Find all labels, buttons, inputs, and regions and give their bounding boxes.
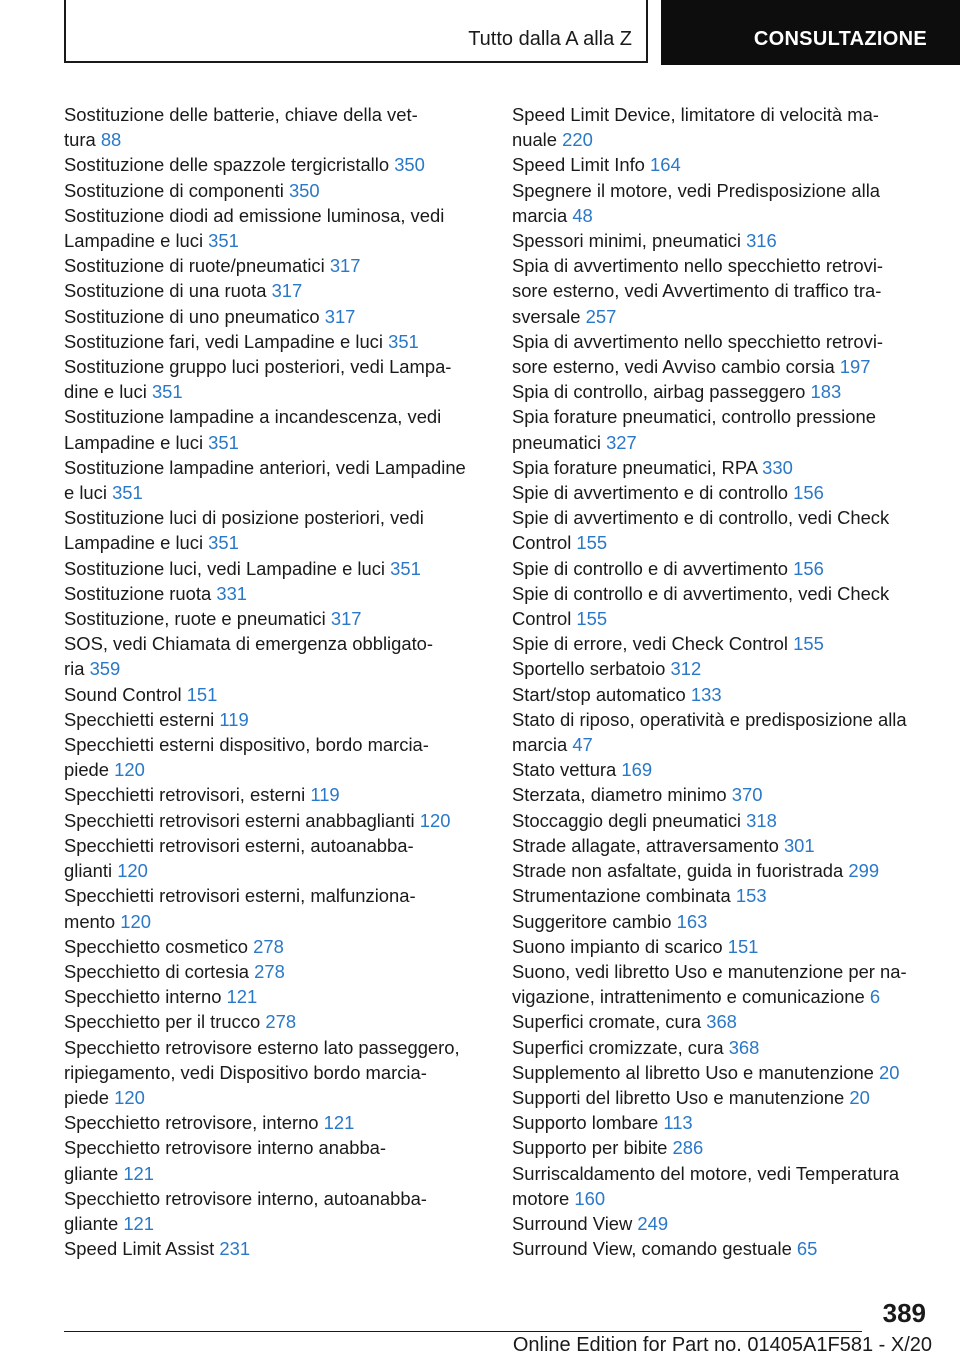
index-entry-text: Specchietti retrovisori, esterni 119 <box>64 784 340 806</box>
index-entry-text: Sostituzione di componenti 350 <box>64 179 320 201</box>
index-entry-text: Specchietto retrovisore esterno lato passeggero, <box>64 1036 460 1058</box>
page-reference-link[interactable]: 119 <box>310 784 340 806</box>
page-reference-link[interactable]: 155 <box>576 608 608 630</box>
page-reference-link[interactable]: 231 <box>219 1238 251 1260</box>
index-entry <box>512 505 932 555</box>
page-reference-link[interactable]: 351 <box>112 482 143 504</box>
page-reference-link[interactable]: 156 <box>793 557 824 579</box>
index-entry-text: Stoccaggio degli pneumatici 318 <box>512 809 777 831</box>
page-reference-link[interactable]: 350 <box>394 154 425 176</box>
index-entry <box>64 581 484 606</box>
page-reference-link[interactable]: 47 <box>572 734 593 756</box>
index-entry-text: Sostituzione gruppo luci posteriori, vedi Lampa- <box>64 356 452 378</box>
index-entry <box>512 152 932 177</box>
index-entry-text: piede 120 <box>64 1086 145 1108</box>
page-reference-link[interactable]: 88 <box>100 129 122 151</box>
page-reference-link[interactable]: 120 <box>114 1086 145 1108</box>
page-number: 389 <box>882 1298 926 1328</box>
index-entry <box>512 1035 932 1060</box>
page-reference-link[interactable]: 113 <box>663 1112 693 1134</box>
page-reference-link[interactable]: 257 <box>585 305 617 327</box>
page-reference-link[interactable]: 351 <box>151 381 183 403</box>
index-entry <box>512 757 932 782</box>
index-entry-text: dine e luci 351 <box>64 381 183 403</box>
page-reference-link[interactable]: 133 <box>690 683 722 705</box>
index-entry <box>512 782 932 807</box>
index-entry-text: Supporto per bibite 286 <box>512 1137 704 1159</box>
index-entry <box>512 1161 932 1211</box>
index-entry-text: Specchietti retrovisori esterni anabbaglianti 120 <box>64 809 451 831</box>
index-entry-text: piede 120 <box>64 759 145 781</box>
page-reference-link[interactable]: 183 <box>810 381 842 403</box>
index-entry-text: Sostituzione diodi ad emissione luminosa, vedi <box>64 204 445 226</box>
index-entry <box>512 253 932 329</box>
index-entry-text: Spie di controllo e di avvertimento 156 <box>512 557 824 579</box>
index-entry-text: Specchietto retrovisore interno, autoanabba- <box>64 1187 427 1209</box>
index-entry <box>64 203 484 253</box>
page-reference-link[interactable]: 120 <box>114 759 145 781</box>
page-reference-link[interactable]: 120 <box>419 809 451 831</box>
index-entry-text: Sostituzione di una ruota 317 <box>64 280 303 302</box>
section-title: Tutto dalla A alla Z <box>468 28 632 50</box>
index-entry-text: Specchietto per il trucco 278 <box>64 1011 297 1033</box>
page-reference-link[interactable]: 163 <box>676 910 708 932</box>
page-reference-link[interactable]: 153 <box>735 885 767 907</box>
page-reference-link[interactable]: 155 <box>576 532 608 554</box>
index-entry <box>64 354 484 404</box>
index-entry-text: Spessori minimi, pneumatici 316 <box>512 230 777 252</box>
index-entry <box>512 682 932 707</box>
index-entry <box>512 858 932 883</box>
index-entry-text: Strade non asfaltate, guida in fuoristrada 299 <box>512 860 880 882</box>
index-entry-text: Spia forature pneumatici, RPA 330 <box>512 456 793 478</box>
index-entry-text: Specchietti retrovisori esterni, malfunziona- <box>64 885 416 907</box>
index-entry-text: Sportello serbatoio 312 <box>512 658 702 680</box>
index-entry <box>64 329 484 354</box>
index-entry <box>64 152 484 177</box>
index-entry <box>512 404 932 454</box>
index-entry-text: Surround View, comando gestuale 65 <box>512 1238 818 1260</box>
index-entry-text: Control 155 <box>512 532 608 554</box>
index-entry <box>64 455 484 505</box>
index-entry-text: Suono, vedi libretto Uso e manutenzione per na- <box>512 960 907 982</box>
index-entry-text: Specchietto retrovisore, interno 121 <box>64 1112 355 1134</box>
page-reference-link[interactable]: 155 <box>793 633 824 655</box>
page-reference-link[interactable]: 65 <box>796 1238 818 1260</box>
index-entry-text: sversale 257 <box>512 305 617 327</box>
page-reference-link[interactable]: 368 <box>728 1036 760 1058</box>
index-entry <box>512 1236 932 1261</box>
index-entry-text: sore esterno, vedi Avvertimento di traffico tra- <box>512 280 882 302</box>
index-entry <box>64 833 484 883</box>
index-entry <box>512 833 932 858</box>
index-entry-text: Sostituzione luci di posizione posteriori, vedi <box>64 507 424 529</box>
index-entry-text: Control 155 <box>512 608 608 630</box>
page-reference-link[interactable]: 6 <box>869 986 881 1008</box>
index-entry <box>512 909 932 934</box>
page-reference-link[interactable]: 330 <box>762 456 793 478</box>
index-entry <box>512 178 932 228</box>
index-entry-text: ria 359 <box>64 658 121 680</box>
index-entry <box>512 480 932 505</box>
index-entry <box>64 782 484 807</box>
index-entry-text: marcia 47 <box>512 734 593 756</box>
index-entry <box>512 707 932 757</box>
index-column-left <box>64 102 484 1261</box>
index-entry <box>512 581 932 631</box>
index-entry-text: Surriscaldamento del motore, vedi Temperatura <box>512 1162 900 1184</box>
page-reference-link[interactable]: 301 <box>783 834 815 856</box>
page-reference-link[interactable]: 160 <box>574 1187 606 1209</box>
index-entry <box>64 404 484 454</box>
index-entry-text: Sostituzione fari, vedi Lampadine e luci 351 <box>64 330 419 352</box>
page-reference-link[interactable]: 278 <box>254 960 285 982</box>
index-entry-text: sore esterno, vedi Avviso cambio corsia 197 <box>512 356 871 378</box>
index-entry-text: Speed Limit Assist 231 <box>64 1238 251 1260</box>
index-entry <box>512 934 932 959</box>
index-entry-text: Specchietto retrovisore interno anabba- <box>64 1137 387 1159</box>
index-entry <box>64 984 484 1009</box>
page-reference-link[interactable]: 368 <box>706 1011 737 1033</box>
index-entry <box>64 883 484 933</box>
index-entry-text: Spie di errore, vedi Check Control 155 <box>512 633 824 655</box>
page-reference-link[interactable]: 299 <box>848 860 880 882</box>
page-reference-link[interactable]: 121 <box>226 986 258 1008</box>
index-entry <box>64 278 484 303</box>
index-entry-text: Specchietto interno 121 <box>64 986 258 1008</box>
page-reference-link[interactable]: 121 <box>123 1212 155 1234</box>
page-reference-link[interactable]: 278 <box>253 935 284 957</box>
index-entry <box>512 883 932 908</box>
page-reference-link[interactable]: 164 <box>650 154 681 176</box>
footer-edition: Online Edition for Part no. 01405A1F581 - X/20 <box>512 1334 932 1356</box>
index-entry-text: Speed Limit Device, limitatore di velocità ma- <box>512 104 879 125</box>
index-entry-text: Sostituzione lampadine anteriori, vedi Lampadine <box>64 456 466 478</box>
index-entry-text: Specchietti esterni 119 <box>64 708 249 730</box>
page-reference-link[interactable]: 278 <box>265 1011 297 1033</box>
index-entry <box>64 934 484 959</box>
index-entry <box>64 102 484 152</box>
index-entry-text: Superfici cromate, cura 368 <box>512 1011 737 1033</box>
index-entry-text: e luci 351 <box>64 482 143 504</box>
index-entry <box>512 1110 932 1135</box>
index-entry <box>64 1135 484 1185</box>
index-entry <box>512 1060 932 1085</box>
page-reference-link[interactable]: 156 <box>793 482 824 504</box>
page-reference-link[interactable]: 351 <box>208 431 239 453</box>
page-reference-link[interactable]: 121 <box>323 1112 355 1134</box>
index-entry-text: pneumatici 327 <box>512 431 637 453</box>
index-entry-text: Sterzata, diametro minimo 370 <box>512 784 763 806</box>
index-entry <box>512 329 932 379</box>
index-entry-text: Supporto lombare 113 <box>512 1112 693 1134</box>
page-reference-link[interactable]: 20 <box>849 1086 870 1108</box>
index-entry-text: Sostituzione luci, vedi Lampadine e luci 351 <box>64 557 421 579</box>
index-entry-text: Sostituzione delle spazzole tergicristallo 350 <box>64 154 425 176</box>
index-entry-text: Spie di avvertimento e di controllo 156 <box>512 482 824 504</box>
index-entry-text: Speed Limit Info 164 <box>512 154 681 176</box>
index-entry <box>64 1009 484 1034</box>
page-reference-link[interactable]: 351 <box>208 230 239 252</box>
page-reference-link[interactable]: 20 <box>879 1061 900 1083</box>
index-entry-text: Spia di avvertimento nello specchietto retrovi- <box>512 255 884 277</box>
index-entry-text: Sostituzione di uno pneumatico 317 <box>64 305 356 327</box>
page-reference-link[interactable]: 351 <box>208 532 239 554</box>
page-reference-link[interactable]: 119 <box>219 708 249 730</box>
index-entry-text: Sostituzione di ruote/pneumatici 317 <box>64 255 361 277</box>
index-entry-text: Spia di controllo, airbag passeggero 183 <box>512 381 842 403</box>
index-entry <box>512 808 932 833</box>
section-tab <box>64 0 648 63</box>
index-entry-text: marcia 48 <box>512 204 593 226</box>
page-reference-link[interactable]: 286 <box>672 1137 704 1159</box>
index-entry-text: Specchietti esterni dispositivo, bordo marcia- <box>64 734 429 756</box>
index-entry-text: Sostituzione delle batterie, chiave della vet- <box>64 104 418 125</box>
index-entry-text: Suggeritore cambio 163 <box>512 910 708 932</box>
index-entry <box>512 1211 932 1236</box>
index-entry-text: Strumentazione combinata 153 <box>512 885 767 907</box>
index-entry <box>64 808 484 833</box>
page-reference-link[interactable]: 317 <box>324 305 356 327</box>
index-entry-text: gliante 121 <box>64 1162 155 1184</box>
index-entry-text: vigazione, intrattenimento e comunicazione 6 <box>512 986 881 1008</box>
index-entry <box>64 1186 484 1236</box>
index-entry <box>512 631 932 656</box>
footer-divider <box>64 1331 862 1332</box>
index-entry <box>512 228 932 253</box>
index-entry <box>512 455 932 480</box>
index-entry <box>64 606 484 631</box>
page-reference-link[interactable]: 351 <box>390 557 421 579</box>
page-reference-link[interactable]: 327 <box>606 431 637 453</box>
index-entry-text: Spia forature pneumatici, controllo pressione <box>512 406 876 428</box>
index-entry-text: mento 120 <box>64 910 151 932</box>
index-entry <box>64 556 484 581</box>
chapter-title: CONSULTAZIONE <box>753 28 927 50</box>
index-entry-text: Sostituzione ruota 331 <box>64 582 248 604</box>
page-reference-link[interactable]: 317 <box>329 255 361 277</box>
page-reference-link[interactable]: 169 <box>621 759 653 781</box>
page-reference-link[interactable]: 317 <box>271 280 303 302</box>
index-entry <box>64 1236 484 1261</box>
index-entry-text: Lampadine e luci 351 <box>64 532 239 554</box>
page-reference-link[interactable]: 312 <box>670 658 702 680</box>
page-reference-link[interactable]: 220 <box>562 129 593 151</box>
index-entry-text: Spegnere il motore, vedi Predisposizione alla <box>512 179 881 201</box>
index-entry <box>512 102 932 152</box>
index-entry-text: SOS, vedi Chiamata di emergenza obbligato- <box>64 633 434 655</box>
index-entry <box>64 732 484 782</box>
index-column-right <box>512 102 932 1261</box>
page-reference-link[interactable]: 121 <box>123 1162 155 1184</box>
index-entry-text: gliante 121 <box>64 1212 155 1234</box>
index-entry-text: Superfici cromizzate, cura 368 <box>512 1036 760 1058</box>
page-reference-link[interactable]: 359 <box>89 658 121 680</box>
index-entry <box>512 656 932 681</box>
index-entry-text: Surround View 249 <box>512 1212 669 1234</box>
page-reference-link[interactable]: 249 <box>637 1212 669 1234</box>
index-entry-text: motore 160 <box>512 1187 606 1209</box>
index-entry-text: Strade allagate, attraversamento 301 <box>512 834 815 856</box>
index-entry-text: Spia di avvertimento nello specchietto retrovi- <box>512 330 884 352</box>
index-entry-text: Sostituzione, ruote e pneumatici 317 <box>64 608 362 630</box>
index-entry-text: Lampadine e luci 351 <box>64 431 239 453</box>
page-reference-link[interactable]: 151 <box>186 683 218 705</box>
page-reference-link[interactable]: 350 <box>288 179 320 201</box>
page-reference-link[interactable]: 318 <box>746 809 777 831</box>
page-reference-link[interactable]: 197 <box>839 356 871 378</box>
index-entry-text: Lampadine e luci 351 <box>64 230 239 252</box>
index-entry-text: Stato vettura 169 <box>512 759 653 781</box>
index-entry <box>64 253 484 278</box>
index-entry-text: glianti 120 <box>64 860 148 882</box>
page-reference-link[interactable]: 48 <box>572 204 593 226</box>
index-entry <box>64 959 484 984</box>
index-entry <box>64 505 484 555</box>
index-entry-text: Specchietti retrovisori esterni, autoanabba- <box>64 834 414 856</box>
page-header <box>64 0 960 65</box>
page-reference-link[interactable]: 317 <box>330 608 362 630</box>
index-entry-text: Suono impianto di scarico 151 <box>512 935 759 957</box>
index-entry <box>512 959 932 1009</box>
index-entry-text: Start/stop automatico 133 <box>512 683 722 705</box>
chapter-tab <box>661 0 960 65</box>
page-reference-link[interactable]: 151 <box>727 935 759 957</box>
page-reference-link[interactable]: 370 <box>731 784 763 806</box>
index-entry <box>512 1135 932 1160</box>
index-entry <box>512 556 932 581</box>
page-reference-link[interactable]: 331 <box>216 582 248 604</box>
index-entry-text: Supplemento al libretto Uso e manutenzione 20 <box>512 1061 900 1083</box>
index-entry <box>512 1085 932 1110</box>
index-entry <box>64 682 484 707</box>
index-entry-text: nuale 220 <box>512 129 593 151</box>
index-entry <box>64 178 484 203</box>
index-entry-text: Specchietto cosmetico 278 <box>64 935 284 957</box>
index-entry <box>64 304 484 329</box>
page-reference-link[interactable]: 120 <box>120 910 151 932</box>
index-entry <box>64 707 484 732</box>
index-entry-text: Spie di avvertimento e di controllo, vedi Check <box>512 507 890 529</box>
index-entry <box>512 1009 932 1034</box>
index-entry-text: ripiegamento, vedi Dispositivo bordo marcia- <box>64 1061 427 1083</box>
index-entry <box>64 1110 484 1135</box>
index-entry <box>512 379 932 404</box>
index-entry-text: Sostituzione lampadine a incandescenza, vedi <box>64 406 442 428</box>
index-entry-text: Stato di riposo, operatività e predisposizione alla <box>512 708 907 730</box>
page-reference-link[interactable]: 316 <box>746 230 777 252</box>
index-entry-text: tura 88 <box>64 129 122 151</box>
index-entry-text: Specchietto di cortesia 278 <box>64 960 285 982</box>
index-entry-text: Spie di controllo e di avvertimento, vedi Check <box>512 582 890 604</box>
page-reference-link[interactable]: 351 <box>388 330 419 352</box>
index-entry-text: Supporti del libretto Uso e manutenzione 20 <box>512 1086 870 1108</box>
index-entry <box>64 631 484 681</box>
index-entry-text: Sound Control 151 <box>64 683 218 705</box>
index-entry <box>64 1035 484 1111</box>
page-reference-link[interactable]: 120 <box>117 860 148 882</box>
